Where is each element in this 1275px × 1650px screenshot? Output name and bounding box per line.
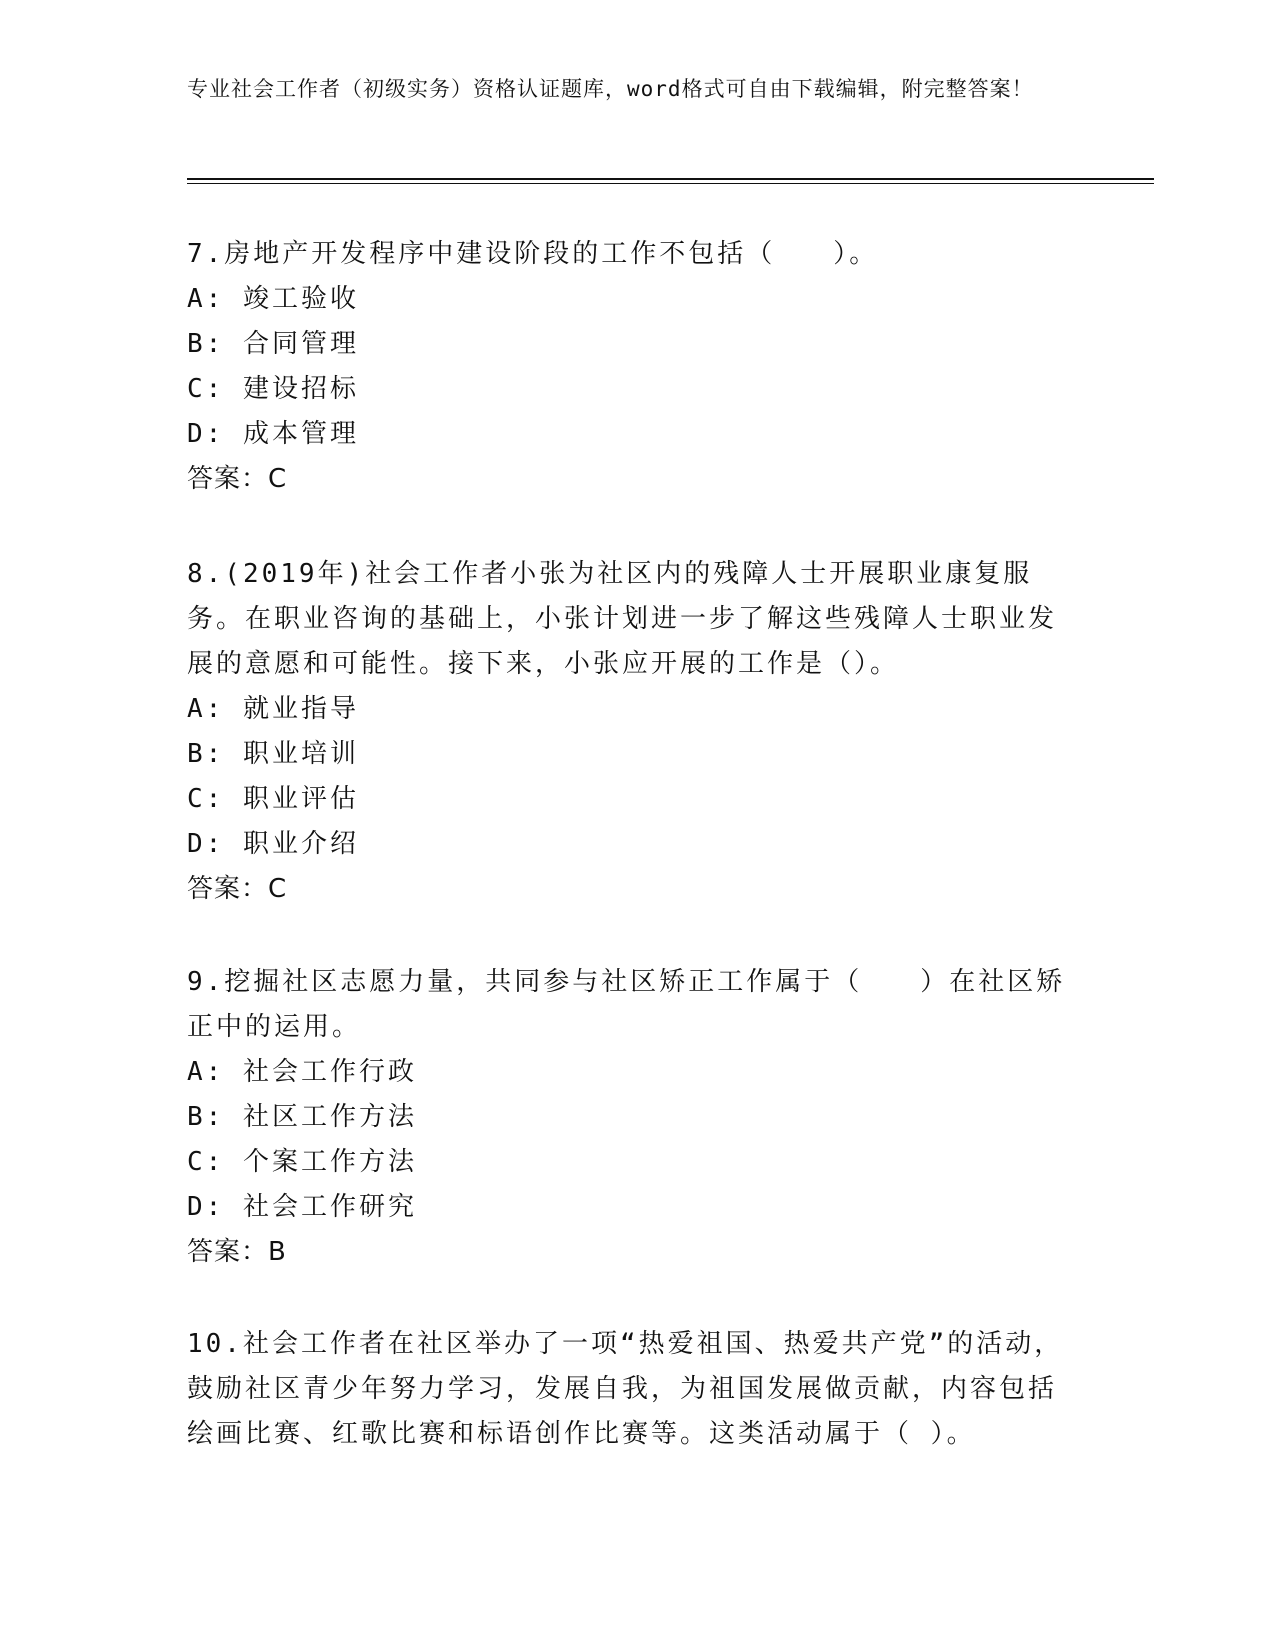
question-7 [187,232,1067,502]
option-d: D: 职业介绍 [187,829,359,859]
option-b: B: 社区工作方法 [187,1102,417,1132]
question-10 [187,1322,1067,1457]
option-c: C: 职业评估 [187,784,359,814]
answer-line: 答案：C [187,874,288,904]
option-d: D: 成本管理 [187,419,359,449]
option-c: C: 个案工作方法 [187,1147,417,1177]
question-9 [187,960,1067,1275]
question-8 [187,552,1067,912]
document-header: 专业社会工作者（初级实务）资格认证题库，word格式可自由下载编辑，附完整答案！ [187,77,1034,101]
question-stem: 9.挖掘社区志愿力量，共同参与社区矫正工作属于（ ）在社区矫正中的运用。 [187,967,1066,1042]
question-stem: 8.(2019年)社会工作者小张为社区内的残障人士开展职业康复服务。在职业咨询的基础上，小张计划进一步了解这些残障人士职业发展的意愿和可能性。接下来，小张应开展的工作是（）。 [187,559,1058,679]
header-divider-thin [187,183,1154,184]
option-a: A: 竣工验收 [187,284,359,314]
option-a: A: 社会工作行政 [187,1057,417,1087]
answer-line: 答案：C [187,464,288,494]
header-divider-thick [187,178,1154,180]
option-b: B: 合同管理 [187,329,359,359]
question-stem: 7.房地产开发程序中建设阶段的工作不包括（ ）。 [187,239,879,269]
answer-line: 答案：B [187,1237,287,1267]
option-a: A: 就业指导 [187,694,359,724]
option-d: D: 社会工作研究 [187,1192,417,1222]
option-c: C: 建设招标 [187,374,359,404]
question-stem: 10.社会工作者在社区举办了一项“热爱祖国、热爱共产党”的活动，鼓励社区青少年努力学习，发展自我，为祖国发展做贡献，内容包括绘画比赛、红歌比赛和标语创作比赛等。这类活动属于（ ）。 [187,1329,1064,1449]
option-b: B: 职业培训 [187,739,359,769]
